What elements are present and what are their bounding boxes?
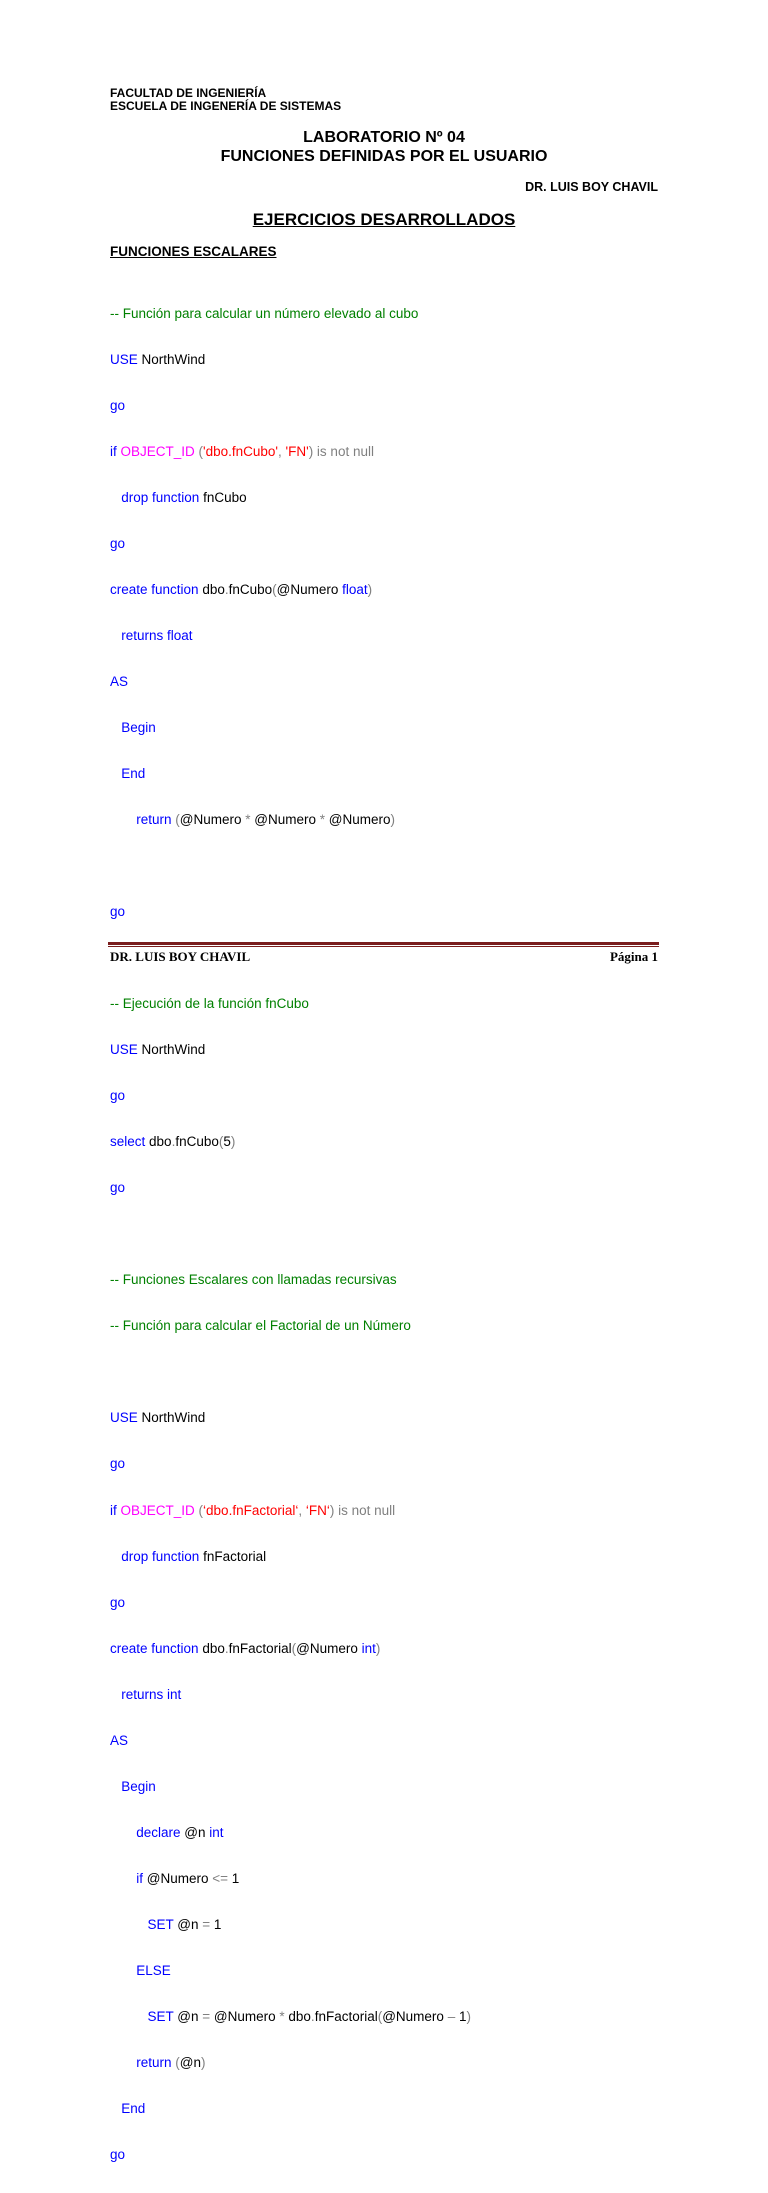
code-line: go <box>110 535 126 551</box>
code-line: End <box>110 2100 146 2116</box>
faculty-header: FACULTAD DE INGENIERÍA <box>110 86 267 100</box>
sql-code-block <box>110 275 471 2193</box>
code-line: return (@Numero * @Numero * @Numero) <box>110 812 396 828</box>
code-line: drop function fnFactorial <box>110 1548 267 1564</box>
code-line: if OBJECT_ID (‘dbo.fnFactorial‘, ‘FN‘) is not null <box>110 1502 396 1518</box>
code-comment: -- Funciones Escalares con llamadas recursivas <box>110 1272 397 1288</box>
code-line: if OBJECT_ID ('dbo.fnCubo', 'FN') is not null <box>110 443 374 459</box>
code-line: USE NorthWind <box>110 351 206 367</box>
code-blank-line <box>110 1364 471 1379</box>
code-line: End <box>110 766 146 781</box>
lab-title: LABORATORIO Nº 04 <box>303 129 465 146</box>
code-blank-line <box>110 1226 471 1241</box>
code-line: create function dbo.fnCubo(@Numero float) <box>110 581 373 597</box>
code-line: declare @n int <box>110 1824 224 1840</box>
author-name: DR. LUIS BOY CHAVIL <box>525 180 658 194</box>
footer-page-number: Página 1 <box>609 949 658 964</box>
code-line: if @Numero <= 1 <box>110 1870 240 1886</box>
code-line: go <box>110 1594 126 1610</box>
code-line: USE NorthWind <box>110 1410 206 1426</box>
code-line: drop function fnCubo <box>110 489 247 505</box>
footer-divider-thin <box>108 946 659 947</box>
school-header: ESCUELA DE INGENERÍA DE SISTEMAS <box>110 99 342 113</box>
code-line: return (@n) <box>110 2054 206 2070</box>
code-blank-line <box>110 858 471 873</box>
code-comment: -- Ejecución de la función fnCubo <box>110 996 309 1012</box>
footer-divider-thick <box>108 942 659 945</box>
exercises-heading: EJERCICIOS DESARROLLADOS <box>252 210 516 229</box>
code-line: SET @n = @Numero * dbo.fnFactorial(@Numero – 1) <box>110 2008 471 2024</box>
code-line: go <box>110 904 126 920</box>
code-line: go <box>110 2146 126 2162</box>
code-line: Begin <box>110 1778 156 1794</box>
code-line: go <box>110 1180 126 1196</box>
code-line: AS <box>110 1732 129 1748</box>
code-line: go <box>110 1088 126 1104</box>
code-line: select dbo.fnCubo(5) <box>110 1134 236 1150</box>
code-line: SET @n = 1 <box>110 1916 222 1932</box>
code-line: go <box>110 1456 126 1472</box>
code-line: AS <box>110 673 129 689</box>
code-line: returns float <box>110 627 193 643</box>
code-line: create function dbo.fnFactorial(@Numero int) <box>110 1640 381 1656</box>
code-comment: -- Función para calcular un número elevado al cubo <box>110 305 419 321</box>
section-heading: FUNCIONES ESCALARES <box>110 244 277 259</box>
code-line: returns int <box>110 1686 182 1702</box>
code-line: ELSE <box>110 1962 171 1978</box>
lab-subtitle: FUNCIONES DEFINIDAS POR EL USUARIO <box>220 148 548 165</box>
code-line: Begin <box>110 719 156 735</box>
code-comment: -- Función para calcular el Factorial de un Número <box>110 1318 411 1334</box>
footer-author: DR. LUIS BOY CHAVIL <box>110 949 251 964</box>
code-line: go <box>110 397 126 413</box>
code-line: USE NorthWind <box>110 1042 206 1058</box>
